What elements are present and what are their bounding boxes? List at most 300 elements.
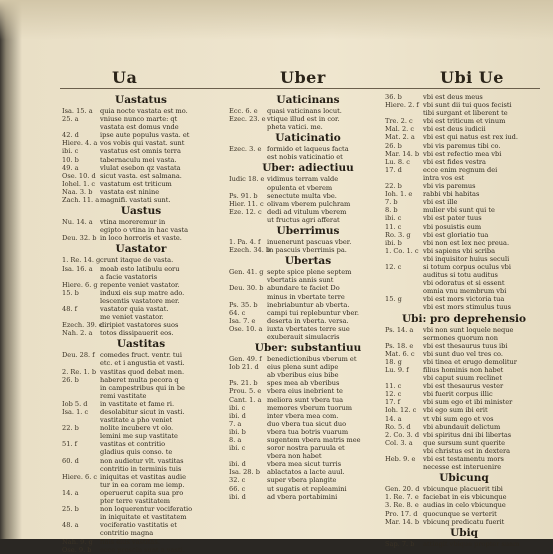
quotation-text: ipse aute populus vasta. et [100,131,190,140]
concordance-line [385,239,543,247]
verse-reference: Gen. 49. f [229,355,262,364]
quotation-text: vastator quia vastat. [100,304,169,313]
quotation-text: soror nostra paruula et [267,444,345,453]
quotation-text: vbi caput suum reclinet [423,374,502,383]
concordance-line [385,334,543,342]
verse-reference: Deu. 28. f [62,351,95,360]
quotation-text: quia nocte vastata est mo. [100,107,188,115]
concordance-line [229,208,387,216]
concordance-line [62,424,220,432]
quotation-text: totos dissipauerit eos. [100,329,174,338]
verse-reference: Heb. 9. e [385,455,416,464]
verse-reference: Nu. 14. a [62,218,93,227]
concordance-line [62,164,220,172]
verse-reference: Ro. 5. d [385,422,411,431]
verse-reference: Ioh. 1. e [385,190,413,199]
quotation-text: sermones quorum non [423,333,498,342]
concordance-line [385,206,543,214]
quotation-text: quocunque se verterit [423,509,497,518]
quotation-text: duo vbera tua sicut duo [267,419,347,428]
quotation-text: est nobis vaticinatio et [267,153,343,162]
verse-reference: Isa. 7. e [229,316,256,325]
entry-heading: Uber: adiectiuu [262,162,354,175]
concordance-line [385,109,543,117]
quotation-text: tibi surgant et liberent te [423,109,508,118]
verse-reference: ibi. c [385,214,402,223]
verse-reference: Tre. 2. c [385,117,413,126]
verse-reference: Ps. 14. a [385,325,414,334]
verse-reference: Iob 21. d [229,363,259,372]
entry-heading: Ubiq [450,526,478,539]
verse-reference [62,416,100,424]
quotation-text: vbi est thesaurus tuus ibi [423,341,508,350]
verse-reference: Deu. 32. b [62,234,97,243]
quotation-text: vbi est ille [423,198,458,207]
quotation-text: vbera non habet [267,452,322,461]
quotation-text: sicut vasta. est salmana. [100,171,182,180]
verse-reference [385,174,423,182]
concordance-line [385,190,543,198]
entry-heading: Ubicunq [439,472,489,485]
verse-reference: Deu. 30. b [229,284,264,293]
concordance-line [385,358,543,366]
quotation-text: diripiet vastatores suos [100,321,179,330]
concordance-line [385,279,543,287]
verse-reference: Sap. 7. b [385,539,415,548]
verse-reference [62,392,100,400]
verse-reference: 42. d [62,131,79,140]
verse-reference: ibi. b [385,238,402,247]
concordance-line [229,476,387,484]
concordance-line [62,281,220,289]
quotation-text: vtique illud est in cor. [267,115,340,124]
concordance-line [385,366,543,374]
concordance-line [385,133,543,141]
concordance-line [62,529,220,537]
verse-reference: Ezec. 3. e [229,145,262,154]
verse-reference: Mat. 2. a [385,133,415,142]
concordance-line [229,192,387,200]
quotation-text: ecce prosciu sunt a vasti. [100,545,185,554]
verse-reference: Mar. 14. b [385,149,420,158]
quotation-text: vbi christus est in dextera [423,446,511,455]
quotation-text: vbi sunt dii tui quos fecisti [423,101,512,110]
quotation-text: memores vberum tuorum [267,403,353,412]
verse-reference: 48. f [62,304,78,313]
quotation-text: vbi est gloriatio tua [423,230,489,239]
verse-reference [62,481,100,489]
quotation-text: vbi odoratus et si essent [423,279,505,288]
verse-reference: 22. b [385,182,402,191]
quotation-text: vastata est ninine [100,187,160,196]
concordance-line [385,125,543,133]
verse-reference [229,293,267,301]
concordance-column-2 [229,93,387,501]
quotation-text: vbertatis annis sunt [267,276,334,285]
verse-reference: 3. Re. 8. e [385,501,419,510]
verse-reference: Naa. 3. b [62,187,93,196]
concordance-line [385,271,543,279]
verse-reference: Lu. 9. f [385,366,409,374]
verse-reference: 32. c [229,476,246,485]
quotation-text: comedes fruct. ventr. tui [100,351,182,360]
quotation-text: vbi est refectio mea vbi [423,149,502,158]
concordance-line [229,452,387,460]
concordance-line [62,139,220,147]
concordance-line [385,158,543,166]
quotation-text: vtina moreremur in [100,218,166,227]
verse-reference: 14. a [385,414,402,423]
quotation-text: olivam vberem pulchram [267,199,351,208]
verse-reference: 1. Co. 1. c [385,246,419,255]
concordance-line [229,200,387,208]
verse-reference: Ps. 35. b [229,300,258,309]
quotation-text: contritio magna [100,529,154,538]
concordance-line [229,268,387,276]
concordance-line [62,115,220,123]
entry-heading: Uastator [115,243,167,256]
quotation-text: vastatus est omnis terra [100,147,181,156]
verse-reference: 11. c [385,222,402,231]
quotation-text: vbi est mors stimulus tuus [423,303,512,312]
concordance-line [62,376,220,384]
quotation-text: omnia vnu membrum vbi [423,287,507,296]
concordance-line [385,485,543,493]
verse-reference [229,123,267,131]
verse-reference [62,123,100,131]
concordance-line [229,325,387,333]
concordance-line [385,463,543,471]
verse-reference: 26. b [62,375,79,384]
concordance-line [62,513,220,521]
quotation-text: minus in vbertate terre [267,292,345,301]
verse-reference: Ps. 18. e [385,341,414,350]
concordance-line [229,436,387,444]
quotation-text: gladius quis conso. te [100,448,173,457]
quotation-text: vbi est mors victoria tua [423,295,505,304]
head-rule [60,88,540,89]
verse-reference: 2. Co. 3. d [385,430,420,439]
quotation-text: vastitas quod debat men. [100,367,185,376]
verse-reference [62,297,100,305]
verse-reference [62,448,100,456]
concordance-line [385,303,543,311]
quotation-text: lescentis vastatore mer. [100,296,180,305]
verse-reference: 66. c [229,484,246,493]
verse-reference: 49. a [62,163,79,172]
concordance-line [385,326,543,334]
concordance-line [229,153,387,161]
verse-reference: 7. a [229,419,242,428]
concordance-line [385,287,543,295]
concordance-line [62,392,220,400]
concordance-line [385,295,543,303]
concordance-line [62,329,220,337]
verse-reference: Eze. 12. c [229,207,262,216]
concordance-line [62,305,220,313]
concordance-line [229,309,387,317]
verse-reference [62,359,100,367]
verse-reference: 25. a [62,115,79,124]
concordance-line [62,497,220,505]
verse-reference [62,497,100,505]
verse-reference: Prou. 5. e [229,387,262,396]
concordance-line [229,396,387,404]
quotation-text: finis eius vastitas. [100,537,160,546]
concordance-line [385,406,543,414]
verse-reference: ibi. c [62,147,79,156]
verse-reference: Hiere. 2. f [385,101,419,110]
page-curve-shadow [0,0,553,40]
concordance-line [229,404,387,412]
quotation-text: deserta in vberta. versa. [267,316,349,325]
quotation-text: vbi est fides vestra [423,157,486,166]
concordance-line [62,123,220,131]
concordance-line [62,408,220,416]
verse-reference [385,303,423,311]
concordance-line [62,521,220,529]
verse-reference: 12. c [385,390,402,399]
concordance-line [385,540,543,548]
quotation-text: vbi est deus meus [423,93,483,101]
quotation-text: vbi tinea et erugo demolitur [423,357,517,366]
verse-reference: 25. b [62,505,79,514]
verse-reference [385,447,423,455]
quotation-text: vbi non sunt loquele neque [423,325,514,334]
quotation-text: inuenerunt pascuas vber. [267,238,352,247]
verse-reference: ibi. b [229,427,246,436]
quotation-text: non audietur vlt. vastitas [100,456,184,465]
verse-reference [385,271,423,279]
quotation-text: abundare te faciet Do [267,284,340,293]
quotation-text: inter vbera mea com. [267,411,339,420]
concordance-line [385,214,543,222]
quotation-text: iniquitas et vastitas audie [100,472,187,481]
verse-reference: 2. Re. 1. b [62,367,97,376]
quotation-text: attingit vbique propter suam [423,539,520,548]
concordance-line [62,465,220,473]
concordance-line [385,423,543,431]
quotation-text: vbi est pater tuus [423,214,482,223]
quotation-text: desolabitur sicut in vasti. [100,408,185,416]
quotation-text: vidimus terram valde [267,175,339,184]
verse-reference: ibi. d [229,460,246,469]
verse-reference: ibi. c [229,403,246,412]
verse-reference: Hiere. 6. g [62,280,98,289]
entry-heading: Uastus [120,205,162,218]
quotation-text: sugentem vbera matris mee [267,436,361,444]
concordance-line [385,447,543,455]
verse-reference: 15. b [62,288,79,297]
verse-reference: 60. d [62,456,79,465]
quotation-text: dedi ad vitulum vberem [267,207,347,216]
quotation-text: ut fructus agri afferat [267,215,340,224]
quotation-text: ablactatos a lacte auul. [267,468,345,477]
concordance-line [385,117,543,125]
quotation-text: ab vberibus eius bibe [267,371,339,380]
quotation-text: vbi vis paremus tibi co. [423,141,501,150]
verse-reference: Ose. 10. d [62,171,96,180]
concordance-line [385,101,543,109]
verse-reference: 17. f [385,398,401,407]
concordance-line [62,297,220,305]
concordance-line [229,460,387,468]
entry-heading: Uber: substantiuu [254,342,362,355]
verse-reference [385,287,423,295]
verse-reference: 14. a [62,488,79,497]
verse-reference [385,334,423,342]
verse-reference [62,384,100,392]
verse-reference: Hiere. 4. a [62,139,98,148]
verse-reference: Zach. 11. a [62,196,100,205]
concordance-line [62,448,220,456]
verse-reference: 11. c [385,382,402,391]
quotation-text: tur in ea coram me iemp. [100,480,185,489]
concordance-line [62,188,220,196]
quotation-text: spes mea ab vberibus [267,379,340,388]
concordance-line [229,333,387,341]
verse-reference: Isa. 16. a [62,264,93,273]
concordance-line [385,255,543,263]
entry-heading: Uastitas [116,338,166,351]
concordance-line [385,350,543,358]
concordance-line [62,147,220,155]
concordance-line [229,293,387,301]
verse-reference: Ro. 3. g [385,230,411,239]
concordance-line [62,400,220,408]
quotation-text: vociferatio vastitatis et [100,521,177,530]
quotation-text: opulenta et vberem [267,183,333,192]
verse-reference [385,109,423,117]
concordance-line [385,166,543,174]
concordance-line [229,485,387,493]
concordance-line [62,351,220,359]
quotation-text: intra vos est [423,173,465,182]
verse-reference [229,216,267,224]
quotation-text: septe spice plene septem [267,268,352,277]
concordance-line [62,172,220,180]
verse-reference: 1. Re. 7. e [385,493,419,502]
verse-reference: 18. g [385,357,402,366]
verse-reference: Ezech. 39. c [62,321,103,330]
verse-reference [229,184,267,192]
quotation-text: ut sugatis et repleamini [267,484,347,493]
concordance-line [62,289,220,297]
quotation-text: lemini me sup vastitate [100,432,178,441]
concordance-column-1 [62,93,220,554]
concordance-line [62,234,220,242]
concordance-line [385,510,543,518]
concordance-line [229,355,387,363]
quotation-text: inebriabuntur ab vberta. [267,300,350,309]
concordance-line [385,439,543,447]
quotation-text: vbera tua botris vuarum [267,427,349,436]
concordance-line [385,518,543,526]
verse-reference [385,255,423,263]
concordance-line [62,432,220,440]
concordance-line [62,265,220,273]
quotation-text: vbi est qui natus est rex iud. [423,133,518,142]
entry-heading: Ubertas [284,255,332,268]
concordance-line [62,107,220,115]
quotation-text: vbi ego sum ibi erit [423,406,488,415]
concordance-line [385,431,543,439]
verse-reference: Gen. 41. g [229,268,264,277]
verse-reference: Col. 3. a [385,438,413,447]
quotation-text: si totum corpus oculus vbi [423,262,512,271]
quotation-text: vbi non est lex nec preua. [423,238,510,247]
verse-reference: ibi. d [229,492,246,501]
concordance-line [229,317,387,325]
verse-reference: Ps. 21. b [229,379,258,388]
quotation-text: vbi inquisitor huius seculi [423,254,510,263]
concordance-line [385,374,543,382]
verse-reference [229,153,267,161]
quotation-text: benedictionibus vberum et [267,355,357,364]
quotation-text: vbera eius inebrient te [267,387,343,396]
concordance-line [229,379,387,387]
verse-reference [385,374,423,382]
verse-reference [385,279,423,287]
verse-reference: Mal. 2. c [385,125,415,134]
quotation-text: induxi eis sup matre ado. [100,288,185,297]
quotation-text: vbi sapiens vbi scriba [423,246,496,255]
verse-reference [229,276,267,284]
verse-reference: 22. b [62,424,79,433]
quotation-text: super vbera plangite [267,476,337,485]
concordance-line [229,444,387,452]
concordance-line [62,538,220,546]
verse-reference: Pro. 17. d [385,509,418,518]
verse-reference: 8. a [229,436,242,444]
verse-reference: ibi. d [229,411,246,420]
quotation-text: vbi fuerit corpus illic [423,390,493,399]
concordance-line [62,440,220,448]
quotation-text: non loquerentur vociferatio [100,505,193,514]
running-head-left: Ua [112,68,138,87]
quotation-text: repente veniet vastator. [100,280,180,289]
verse-reference: Isa. 28. b [229,468,260,477]
concordance-line [229,363,387,371]
concordance-line [62,489,220,497]
concordance-line [229,175,387,183]
quotation-text: remi vastitate [100,391,147,400]
verse-reference: 17. d [385,165,402,174]
concordance-line [385,342,543,350]
concordance-line [62,131,220,139]
quotation-text: senectute multa vbe. [267,191,337,200]
verse-reference: Iudic 18. e [229,175,265,184]
concordance-line [229,301,387,309]
verse-reference: Ioh. 12. c [385,406,417,415]
verse-reference: Gen. 20. d [385,485,420,494]
running-head-center: Uber [280,68,326,87]
concordance-line [62,321,220,329]
quotation-text: vbicunque placuerit tibi [423,485,503,494]
concordance-line [229,468,387,476]
concordance-line [385,455,543,463]
concordance-line [385,182,543,190]
verse-reference [229,333,267,341]
concordance-line [62,156,220,164]
concordance-line [229,246,387,254]
concordance-line [62,256,220,264]
verse-reference: 64. c [229,308,246,317]
verse-reference [62,529,100,537]
verse-reference: Nah. 2. a [62,329,93,338]
verse-reference: Isa. 1. c [62,408,89,416]
concordance-line [385,142,543,150]
